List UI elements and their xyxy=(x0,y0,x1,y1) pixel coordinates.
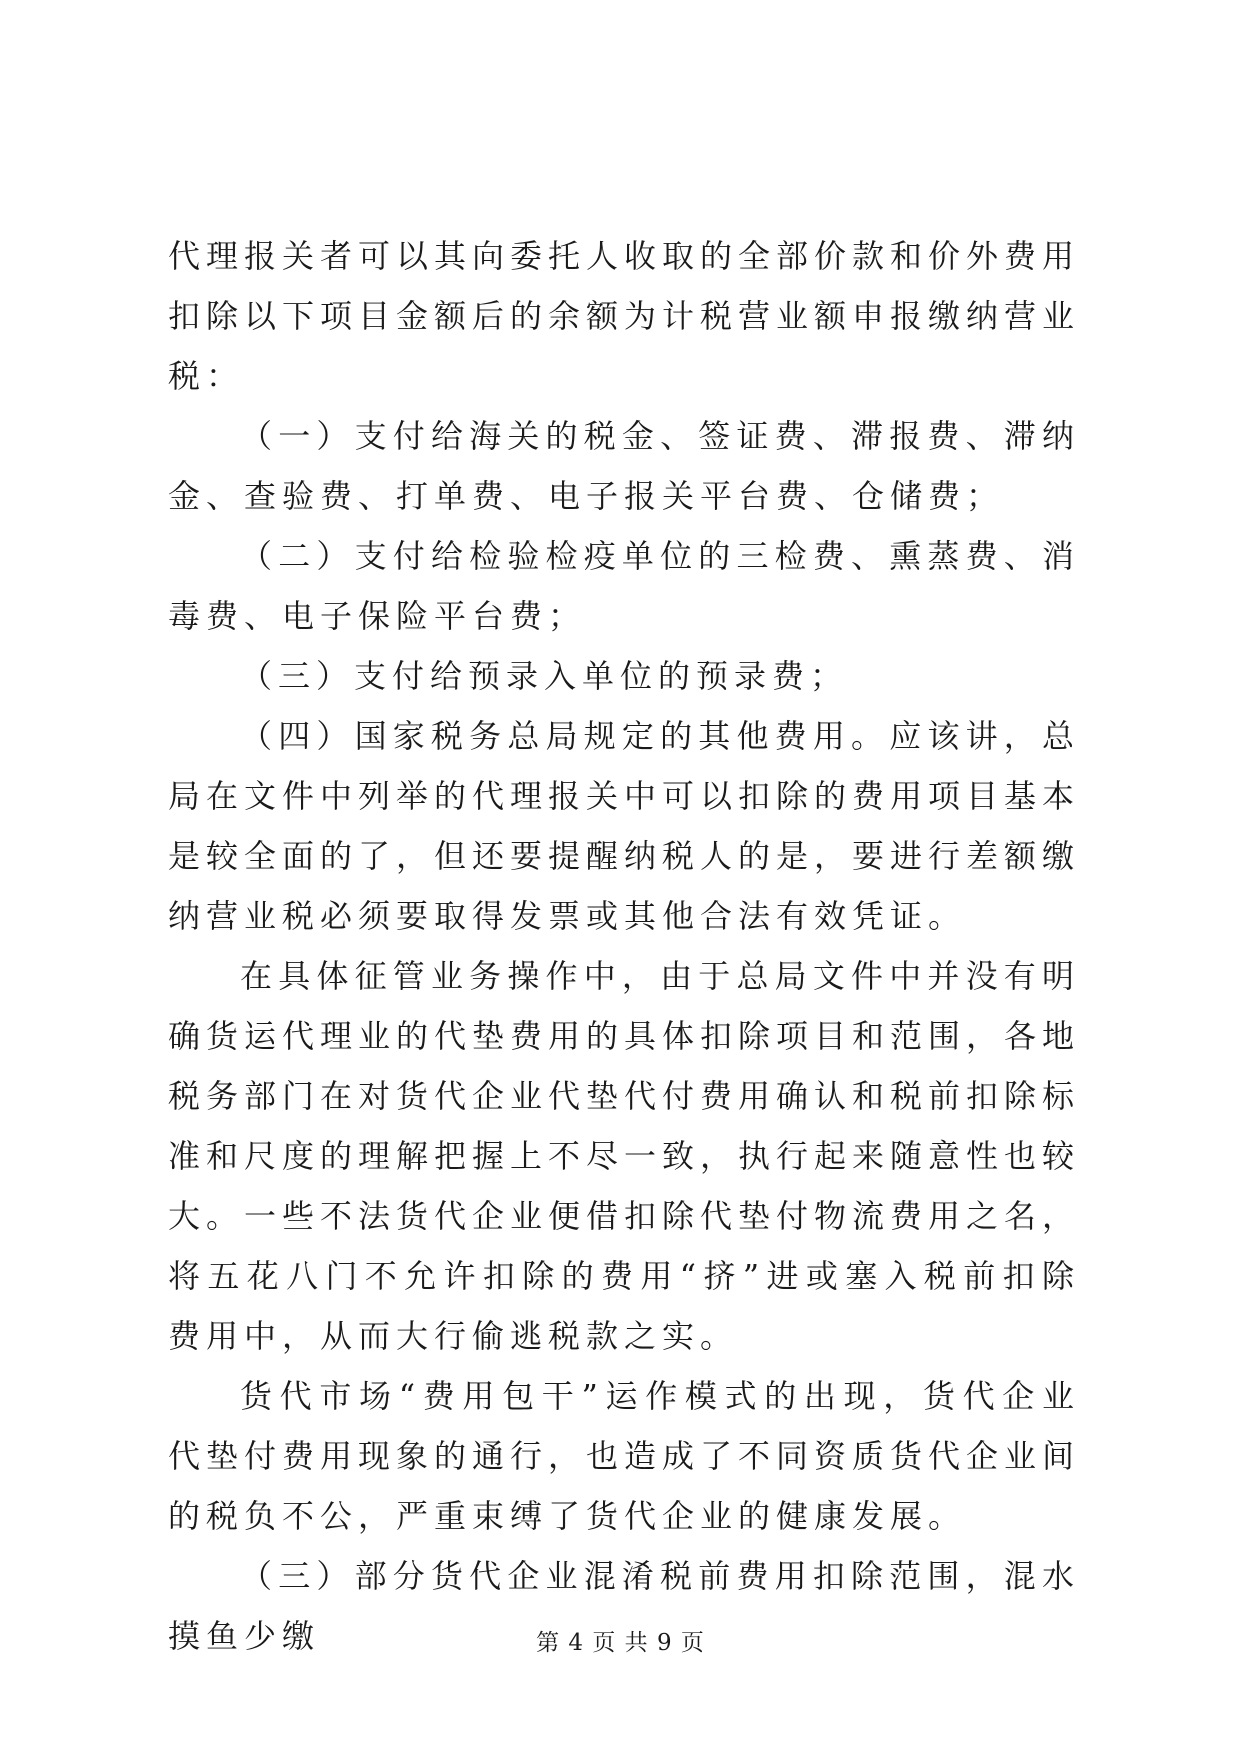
paragraph-item-2: （二）支付给检验检疫单位的三检费、熏蒸费、消毒费、电子保险平台费； xyxy=(168,537,1080,635)
page-footer: 第 4 页 共 9 页 xyxy=(536,1630,705,1656)
paragraph-item-3: （三）支付给预录入单位的预录费； xyxy=(240,657,849,695)
paragraph-collection-practice: 在具体征管业务操作中，由于总局文件中并没有明确货运代理业的代垫费用的具体扣除项目和范围，各地税务部门在对货代企业代垫代付费用确认和税前扣除标准和尺度的理解把握上不尽一致，执行起来随意性也较大。一些不法货代企业便借扣除代垫付物流费用之名，将五花八门不允许扣除的费用“挤”进或塞入税前扣除费用中，从而大行偷逃税款之实。 xyxy=(168,957,1081,1355)
paragraph-section-3-heading: （三）部分货代企业混淆税前费用扣除范围，混水摸鱼少缴 xyxy=(168,1557,1080,1655)
paragraph-market-impact: 货代市场“费用包干”运作模式的出现，货代企业代垫付费用现象的通行，也造成了不同资质货代企业间的税负不公，严重束缚了货代企业的健康发展。 xyxy=(168,1377,1081,1535)
paragraph-item-1: （一）支付给海关的税金、签证费、滞报费、滞纳金、查验费、打单费、电子报关平台费、仓储费； xyxy=(168,417,1080,515)
paragraph-item-4: （四）国家税务总局规定的其他费用。应该讲，总局在文件中列举的代理报关中可以扣除的费用项目基本是较全面的了，但还要提醒纳税人的是，要进行差额缴纳营业税必须要取得发票或其他合法有效凭证。 xyxy=(168,717,1081,935)
paragraph-continuation: 代理报关者可以其向委托人收取的全部价款和价外费用扣除以下项目金额后的余额为计税营业额申报缴纳营业税： xyxy=(168,237,1081,395)
document-body xyxy=(168,226,1080,1666)
